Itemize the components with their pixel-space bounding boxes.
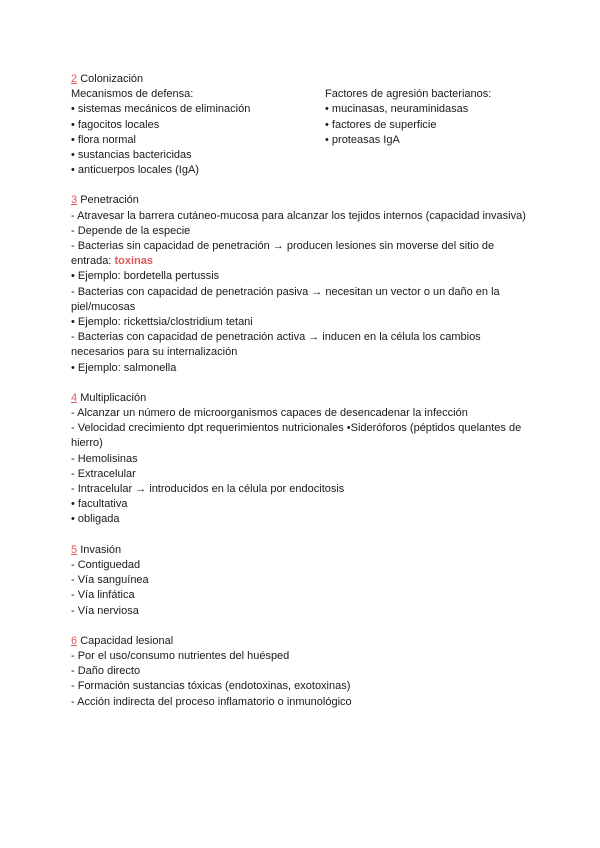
text-line: • obligada [71, 513, 120, 526]
text-line: - Vía sanguínea [71, 574, 149, 587]
text-line: - Alcanzar un número de microorganismos capaces de desencadenar la infección [71, 407, 468, 420]
section-number: 6 [71, 634, 78, 647]
text-line: - Bacterias con capacidad de penetración activa → inducen en la célula los cambios necesarios para su internalización [71, 331, 481, 359]
section-heading [71, 634, 531, 649]
section-heading [71, 543, 531, 558]
text-line: - Vía nerviosa [71, 604, 139, 617]
section-title: Multiplicación [80, 391, 147, 404]
list-item: • anticuerpos locales (IgA) [71, 164, 199, 177]
highlighted-term: toxinas [114, 255, 153, 268]
text-line: • Ejemplo: rickettsia/clostridium tetani [71, 316, 253, 329]
text-line: - Extracelular [71, 467, 136, 480]
text-line: - Acción indirecta del proceso inflamatorio o inmunológico [71, 695, 352, 708]
section-heading [71, 193, 531, 208]
text-line: - Vía linfática [71, 589, 135, 602]
section-number: 3 [71, 194, 78, 207]
column-heading: Factores de agresión bacterianos: [325, 88, 492, 101]
aggression-factors-column [325, 87, 531, 178]
section-penetracion [71, 193, 531, 375]
text-line: - Velocidad crecimiento dpt requerimientos nutricionales •Sideróforos (péptidos quelantes de hierro) [71, 422, 522, 450]
text-line: • Ejemplo: salmonella [71, 361, 177, 374]
section-multiplicacion [71, 391, 531, 528]
text-line [71, 239, 531, 269]
defense-mechanisms-column [71, 87, 325, 178]
section-number: 5 [71, 543, 78, 556]
list-item: • factores de superficie [325, 118, 437, 131]
text-line: - Hemolisinas [71, 452, 138, 465]
section-number: 2 [71, 73, 78, 85]
section-title: Penetración [80, 194, 139, 207]
list-item: • sustancias bactericidas [71, 149, 192, 162]
list-item: • sistemas mecánicos de eliminación [71, 103, 251, 116]
text-line: - Bacterias con capacidad de penetración pasiva → necesitan un vector o un daño en la piel/mucosas [71, 285, 500, 313]
text-line: • facultativa [71, 498, 128, 511]
section-colonizacion [71, 72, 531, 178]
section-title: Colonización [80, 73, 144, 85]
document-page [71, 72, 531, 725]
column-heading: Mecanismos de defensa: [71, 88, 194, 101]
text-line: - Intracelular → introducidos en la célula por endocitosis [71, 483, 345, 496]
text-line: - Contiguedad [71, 558, 141, 571]
text-line: - Depende de la especie [71, 224, 191, 237]
text-line: • Ejemplo: bordetella pertussis [71, 270, 220, 283]
list-item: • mucinasas, neuraminidasas [325, 103, 469, 116]
text-line: - Por el uso/consumo nutrientes del huésped [71, 649, 290, 662]
section-invasion [71, 543, 531, 619]
text-span: - Bacterias sin capacidad de penetración → producen lesiones sin moverse del sitio de entrada: [71, 240, 495, 268]
section-title: Invasión [80, 543, 122, 556]
text-line: - Atravesar la barrera cutáneo-mucosa para alcanzar los tejidos internos (capacidad invasiva) [71, 209, 526, 222]
text-line: - Formación sustancias tóxicas (endotoxinas, exotoxinas) [71, 680, 351, 693]
section-capacidad-lesional [71, 634, 531, 710]
text-line: - Daño directo [71, 665, 141, 678]
section-heading [71, 72, 531, 87]
section-heading [71, 391, 531, 406]
list-item: • proteasas IgA [325, 133, 400, 146]
list-item: • fagocitos locales [71, 118, 160, 131]
list-item: • flora normal [71, 133, 136, 146]
section-number: 4 [71, 391, 78, 404]
section-title: Capacidad lesional [80, 634, 174, 647]
